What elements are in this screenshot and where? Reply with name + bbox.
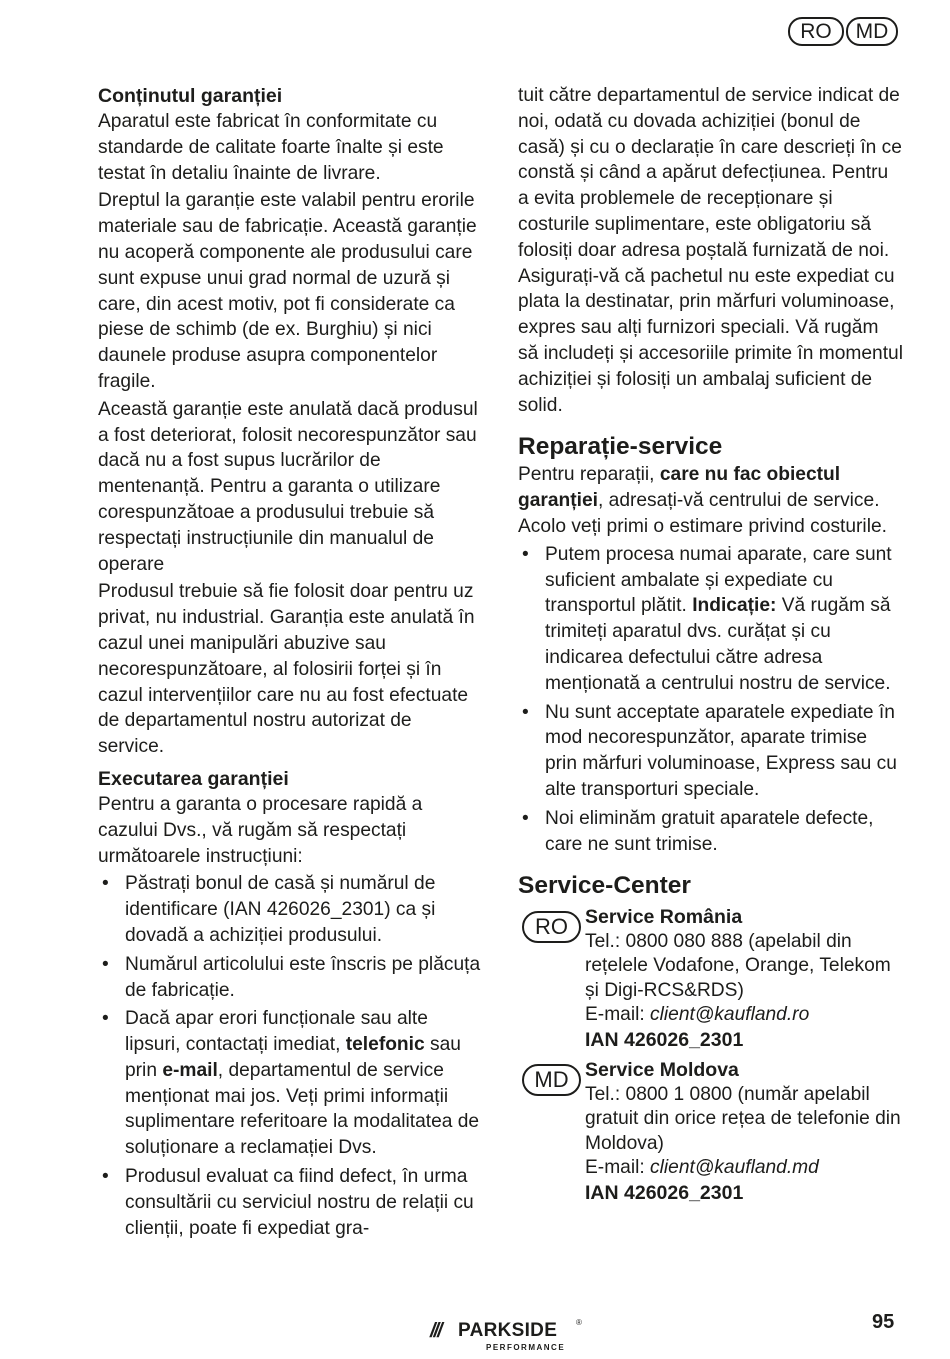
list-item: • Dacă apar erori funcționale sau alte lipsuri, contactați imediat, telefonic sau prin e-mail, departamentul de service menționat mai jos. Veți primi informații suplimentare referitoare la modalitatea de soluționare a reclamației Dvs. — [102, 1008, 480, 1159]
bullet-icon: • — [102, 953, 109, 975]
service-email: E-mail: client@kaufland.md — [585, 1157, 819, 1179]
list-item: • Numărul articolului este înscris pe plăcuța de fabricație. — [102, 953, 481, 1001]
repair-list — [518, 542, 903, 858]
heading-service-center: Service-Center — [518, 872, 691, 900]
service-name: Service Moldova — [585, 1059, 739, 1082]
country-badge-md: MD — [522, 1064, 581, 1096]
warranty-steps-list — [98, 871, 481, 1241]
list-item: • Păstrați bonul de casă și numărul de identificare (IAN 426026_2301) ca și dovadă a achiziției produsului. — [102, 873, 436, 946]
logo-registered-mark: ® — [576, 1318, 582, 1327]
language-badge-ro: RO — [788, 17, 844, 46]
logo-subtitle: PERFORMANCE — [486, 1343, 566, 1352]
paragraph-warranty-scope: Dreptul la garanție este valabil pentru erorile materiale sau de fabricație. Această garanție nu acoperă componente ale produsului care sunt expuse unui grad normal de uzură și care, din acest motiv, pot fi considerate ca piese de schimb (de ex. Burghiu) și nici daunele produse asupra componentelor fragile. — [98, 190, 477, 392]
paragraph-continued: tuit către departamentul de service indicat de noi, odată cu dovada achiziției (bonul de casă) și cu o declarație în care descrieți în ce constă și când a apărut defecțiunea. Pentru a evita problemele de recepționare și costurile suplimentare, este obligatoriu să folosiți doar adresa poștală furnizată de noi. Asigurați-vă că pachetul nu este expediat cu plata la destinatar, prin mărfuri voluminoase, expres sau alți furnizori speciali. Vă rugăm să includeți și accesoriile primite în momentul achiziției și folosiți un ambalaj suficient de solid. — [518, 85, 903, 416]
heading-reparatie-service: Reparație-service — [518, 433, 723, 461]
service-name: Service România — [585, 906, 743, 929]
bullet-icon: • — [522, 807, 529, 829]
paragraph-instructions-intro: Pentru a garanta o procesare rapidă a cazului Dvs., vă rugăm să respectați următoarele instrucțiuni: — [98, 793, 423, 867]
service-email: E-mail: client@kaufland.ro — [585, 1004, 810, 1026]
language-badge-md: MD — [846, 17, 898, 46]
heading-executarea-garantiei: Executarea garanției — [98, 767, 289, 790]
country-badge-ro: RO — [522, 911, 581, 943]
bullet-icon: • — [522, 701, 529, 723]
service-phone: Tel.: 0800 1 0800 (număr apelabil gratuit din orice rețea de telefonie din Moldova) — [585, 1083, 901, 1154]
heading-continutul-garantiei: Conținutul garanției — [98, 85, 283, 107]
list-item: • Noi eliminăm gratuit aparatele defecte, care ne sunt trimise. — [522, 807, 874, 855]
logo-brand: PARKSIDE — [458, 1320, 558, 1341]
page-number: 95 — [872, 1311, 895, 1333]
paragraph-private-use: Produsul trebuie să fie folosit doar pentru uz privat, nu industrial. Garanția este anulată în cazul unei manipulări abuzive sau necorespunzătoare, al folosirii forței și în cazul intervențiilor care nu au fost efectuate de departamentul nostru autorizat de service. — [98, 581, 475, 758]
service-ian: IAN 426026_2301 — [585, 1028, 744, 1051]
paragraph-quality: Aparatul este fabricat în conformitate cu standarde de calitate foarte înalte și este testat în detaliu înainte de livrare. — [98, 111, 444, 184]
bullet-icon: • — [102, 873, 109, 895]
list-item: • Putem procesa numai aparate, care sunt suficient ambalate și expediate cu transportul plătit. Indicație: Vă rugăm să trimiteți aparatul dvs. curățat și cu indicarea defectului către adresa menționată a centrului nostru de service. — [522, 543, 892, 694]
paragraph-warranty-void: Această garanție este anulată dacă produsul a fost deteriorat, folosit necorespunzător sau dacă nu a fost supus lucrărilor de mentenanță. Pentru a garanta o utilizare corespunzătoae a produsului trebuie să respectați instrucțiunile din manualul de operare — [98, 398, 478, 575]
service-romania — [518, 905, 903, 1052]
service-phone: Tel.: 0800 080 888 (apelabil din rețelele Vodafone, Orange, Telekom și Digi-RCS&RDS) — [585, 930, 891, 1001]
list-item: • Produsul evaluat ca fiind defect, în urma consultării cu serviciul nostru de relații cu clienții, poate fi expediat gra- — [102, 1166, 474, 1239]
left-column — [98, 83, 481, 1244]
parkside-logo — [430, 1318, 580, 1354]
right-column — [518, 83, 903, 1205]
service-moldova — [518, 1058, 903, 1205]
bullet-icon: • — [522, 543, 529, 565]
bullet-icon: • — [102, 1166, 109, 1188]
paragraph-repair: Pentru reparații, care nu fac obiectul garanției, adresați-vă centrului de service. Acolo veți primi o estimare privind costurile. — [518, 464, 887, 537]
list-item: • Nu sunt acceptate aparatele expediate în mod necorespunzător, aparate trimise prin mărfuri voluminoase, Express sau cu alte transporturi speciale. — [522, 701, 897, 800]
bullet-icon: • — [102, 1008, 109, 1030]
logo-slashes-icon: /// — [430, 1320, 441, 1342]
service-ian: IAN 426026_2301 — [585, 1181, 744, 1204]
